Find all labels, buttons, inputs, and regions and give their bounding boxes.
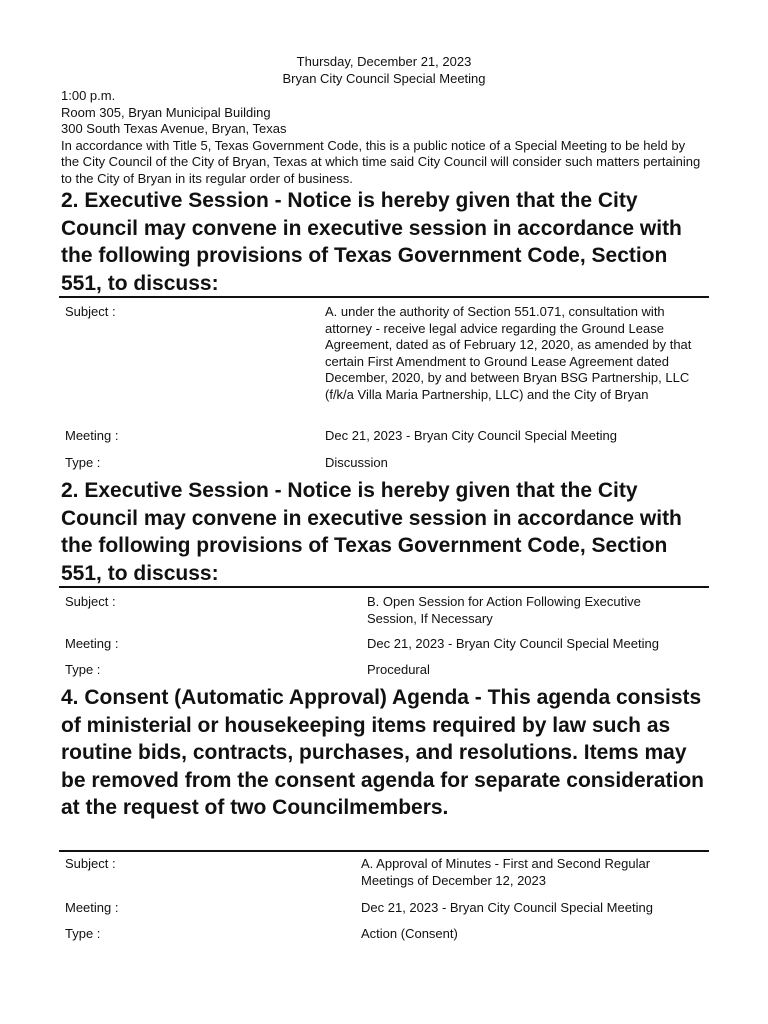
meeting-room: Room 305, Bryan Municipal Building <box>61 104 271 120</box>
subject-value: A. Approval of Minutes - First and Second Regular Meetings of December 12, 2023 <box>361 856 651 888</box>
type-label: Type : <box>65 455 101 470</box>
section-heading: 4. Consent (Automatic Approval) Agenda - This agenda consists of ministerial or housekeeping items required by law such as routine bids, contracts, purchases, and resolutions. Items may be removed from the consent agenda for separate consideration at the request of two Councilmembers. <box>61 686 704 819</box>
type-value: Procedural <box>367 662 430 677</box>
meeting-time: 1:00 p.m. <box>61 88 116 103</box>
type-label: Type : <box>65 662 101 677</box>
meeting-label: Meeting : <box>65 428 119 443</box>
type-value: Action (Consent) <box>361 926 458 941</box>
section-divider <box>59 296 709 298</box>
meeting-title: Bryan City Council Special Meeting <box>282 71 486 86</box>
section-heading: 2. Executive Session - Notice is hereby given that the City Council may convene in executive session in accordance with the following provisions of Texas Government Code, Section 551, to discuss: <box>61 189 682 295</box>
meeting-address: 300 South Texas Avenue, Bryan, Texas <box>61 121 287 136</box>
subject-label: Subject : <box>65 304 116 319</box>
section-heading: 2. Executive Session - Notice is hereby given that the City Council may convene in executive session in accordance with the following provisions of Texas Government Code, Section 551, to discuss: <box>61 479 682 585</box>
public-notice: In accordance with Title 5, Texas Government Code, this is a public notice of a Special Meeting to be held by the City Council of the City of Bryan, Texas at which time said City Council will consider such matters pertaining to the City of Bryan in its regular order of business. <box>61 137 701 186</box>
meeting-info <box>61 88 701 187</box>
subject-label: Subject : <box>65 594 116 609</box>
meeting-value: Dec 21, 2023 - Bryan City Council Special Meeting <box>367 636 659 651</box>
meeting-date: Thursday, December 21, 2023 <box>296 54 472 69</box>
subject-value: B. Open Session for Action Following Executive Session, If Necessary <box>367 594 641 626</box>
type-label: Type : <box>65 926 101 941</box>
meeting-label: Meeting : <box>65 636 119 651</box>
subject-label: Subject : <box>65 856 116 871</box>
type-value: Discussion <box>325 455 388 470</box>
meeting-value: Dec 21, 2023 - Bryan City Council Special Meeting <box>325 428 617 443</box>
meeting-label: Meeting : <box>65 900 119 915</box>
subject-value: A. under the authority of Section 551.071, consultation with attorney - receive legal advice regarding the Ground Lease Agreement, dated as of February 12, 2020, as amended by that certain First Amendment to Ground Lease Agreement dated December, 2020, by and between Bryan BSG Partnership, LLC (f/k/a Villa Maria Partnership, LLC) and the City of Bryan <box>325 304 692 402</box>
section-divider <box>59 850 709 852</box>
section-divider <box>59 586 709 588</box>
meeting-value: Dec 21, 2023 - Bryan City Council Special Meeting <box>361 900 653 915</box>
